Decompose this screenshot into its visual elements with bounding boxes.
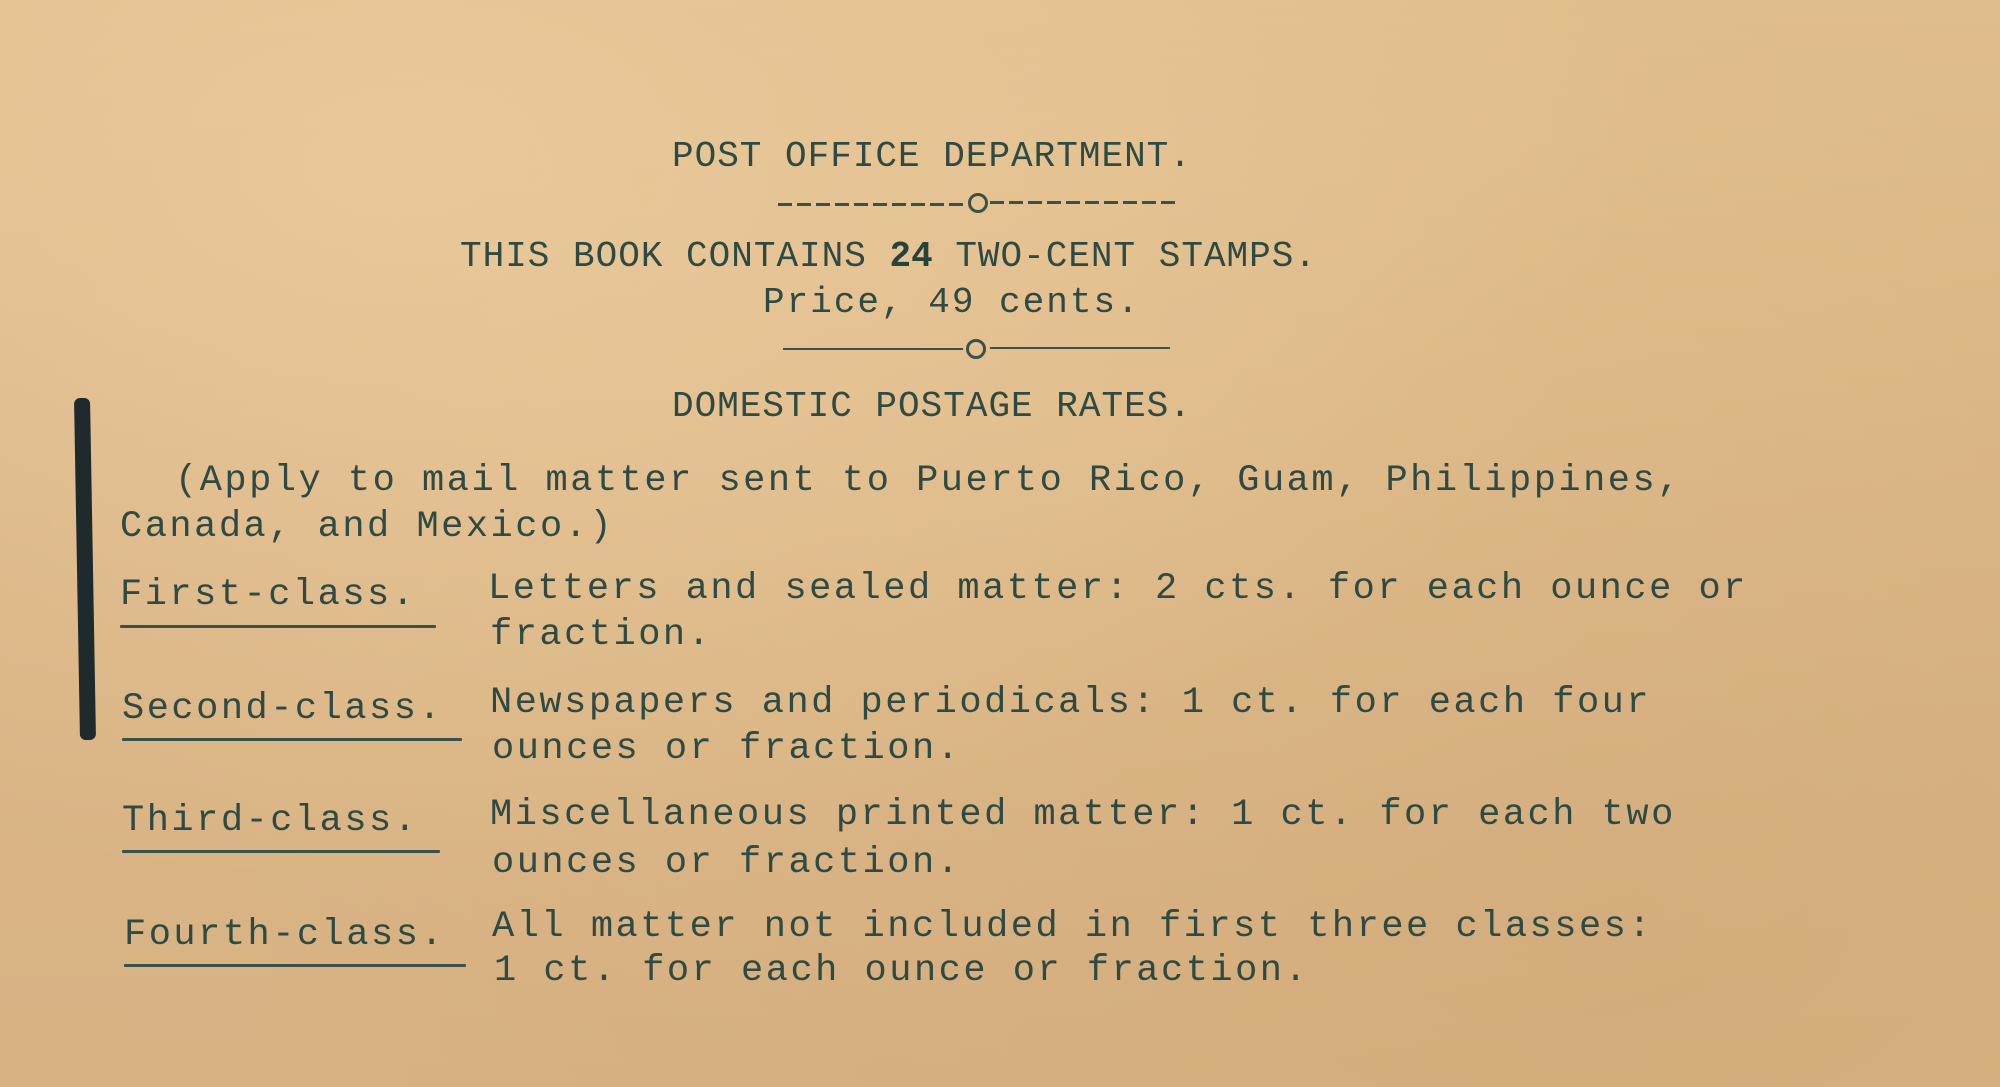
class-desc-fourth-line1: All matter not included in first three classes: bbox=[492, 906, 1654, 948]
class-desc-fourth-line2: 1 ct. for each ounce or fraction. bbox=[494, 950, 1310, 992]
class-underline-second bbox=[122, 738, 462, 741]
price-divider-left bbox=[783, 348, 963, 350]
rates-heading: DOMESTIC POSTAGE RATES. bbox=[672, 386, 1192, 427]
margin-bracket-mark bbox=[74, 398, 96, 740]
price-divider-right bbox=[990, 347, 1170, 349]
header-divider-circle bbox=[968, 193, 988, 213]
rates-note-line2: Canada, and Mexico.) bbox=[120, 506, 615, 548]
class-desc-second-line2: ounces or fraction. bbox=[492, 728, 962, 770]
class-name-second: Second-class. bbox=[122, 688, 444, 730]
header-divider-left bbox=[778, 203, 968, 206]
rates-note-line1: (Apply to mail matter sent to Puerto Rico, Guam, Philippines, bbox=[175, 460, 1682, 502]
price-divider-circle bbox=[966, 339, 986, 359]
class-name-third: Third-class. bbox=[122, 800, 419, 842]
book-contents-line bbox=[460, 236, 1317, 277]
class-underline-first bbox=[120, 625, 436, 628]
class-name-first: First-class. bbox=[120, 574, 417, 616]
contains-prefix: THIS BOOK CONTAINS bbox=[460, 236, 867, 277]
stamp-count: 24 bbox=[889, 236, 933, 277]
price-line: Price, 49 cents. bbox=[763, 282, 1141, 323]
department-title: POST OFFICE DEPARTMENT. bbox=[672, 136, 1192, 177]
class-name-fourth: Fourth-class. bbox=[124, 914, 446, 956]
class-desc-first-line2: fraction. bbox=[490, 614, 713, 656]
contains-suffix: TWO-CENT STAMPS. bbox=[955, 236, 1317, 277]
class-underline-third bbox=[122, 850, 440, 853]
header-divider-right bbox=[990, 201, 1175, 204]
class-underline-fourth bbox=[124, 964, 466, 967]
class-desc-second-line1: Newspapers and periodicals: 1 ct. for each four bbox=[490, 682, 1652, 724]
class-desc-third-line2: ounces or fraction. bbox=[492, 842, 962, 884]
class-desc-third-line1: Miscellaneous printed matter: 1 ct. for each two bbox=[490, 794, 1676, 836]
class-desc-first-line1: Letters and sealed matter: 2 cts. for each ounce or bbox=[488, 568, 1748, 610]
